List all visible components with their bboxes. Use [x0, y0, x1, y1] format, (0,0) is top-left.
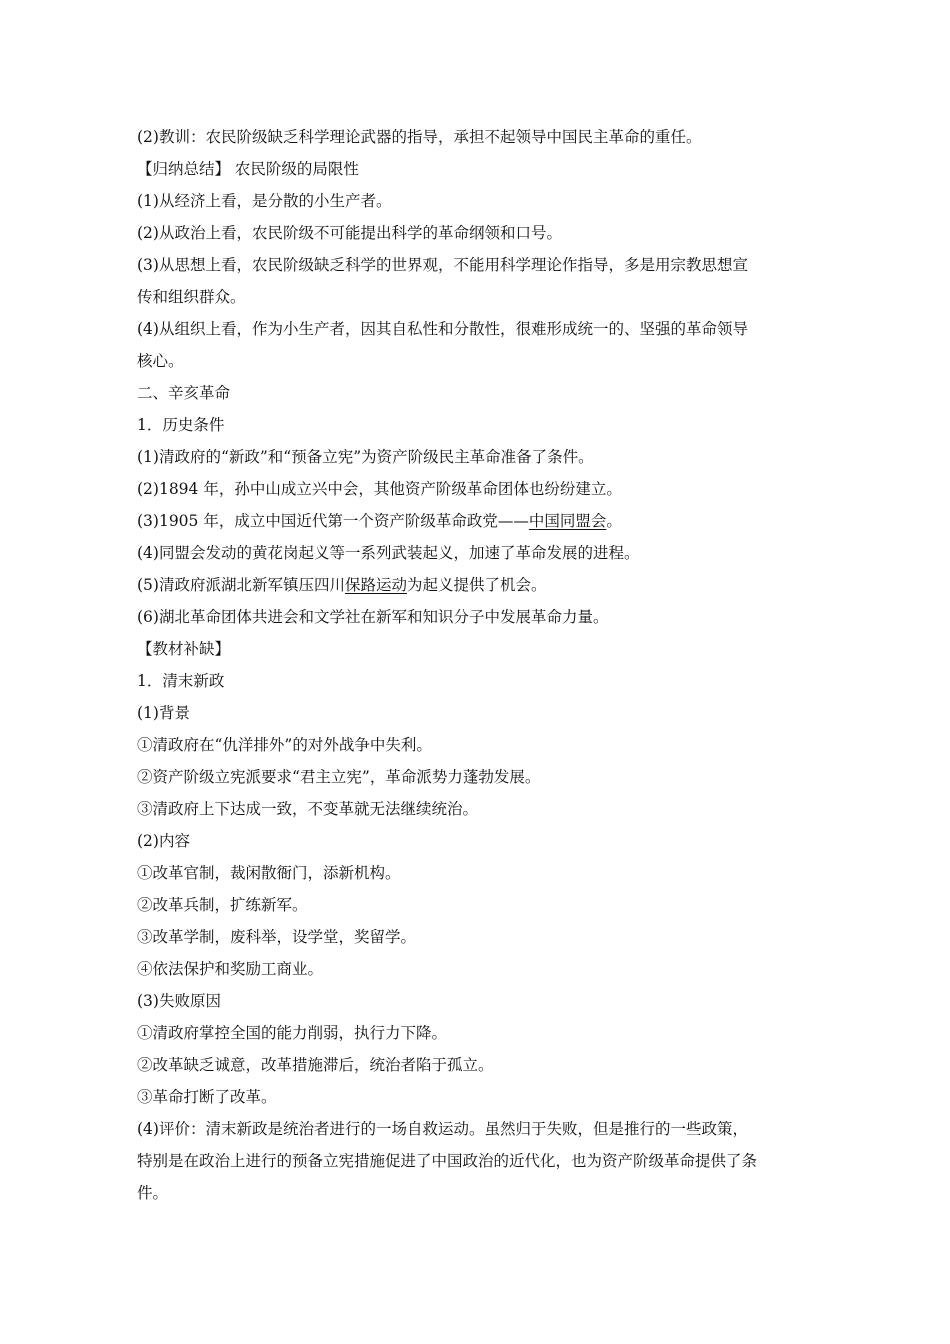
text-line: (4)同盟会发动的黄花岗起义等一系列武装起义，加速了革命发展的进程。: [137, 544, 640, 562]
text-line: (2)教训：农民阶级缺乏科学理论武器的指导，承担不起领导中国民主革命的重任。: [137, 128, 702, 146]
text-line: (4)从组织上看，作为小生产者，因其自私性和分散性，很难形成统一的、坚强的革命领导: [137, 320, 748, 338]
text-line: ①改革官制，裁闲散衙门，添新机构。: [137, 864, 401, 882]
section-heading: 【教材补缺】: [137, 640, 231, 658]
text-line: (3)从思想上看，农民阶级缺乏科学的世界观，不能用科学理论作指导，多是用宗教思想宣: [137, 256, 748, 274]
text-line: (1)背景: [137, 704, 190, 722]
text-line: (1)清政府的“新政”和“预备立宪”为资产阶级民主革命准备了条件。: [137, 448, 594, 466]
text-line: 传和组织群众。: [137, 288, 246, 306]
text-line: ②资产阶级立宪派要求“君主立宪”，革命派势力蓬勃发展。: [137, 768, 541, 786]
subsection-heading: 1．历史条件: [137, 416, 225, 434]
text-line: 件。: [137, 1184, 169, 1202]
text-line: [137, 511, 817, 531]
text-line: ③清政府上下达成一致，不变革就无法继续统治。: [137, 800, 479, 818]
text-line: ③改革学制，废科举，设学堂，奖留学。: [137, 928, 417, 946]
text-line: 特别是在政治上进行的预备立宪措施促进了中国政治的近代化，也为资产阶级革命提供了条: [137, 1152, 758, 1170]
underlined-term: 中国同盟会: [528, 512, 607, 530]
text-line: (2)1894 年，孙中山成立兴中会，其他资产阶级革命团体也纷纷建立。: [137, 480, 622, 498]
text-line: ①清政府掌控全国的能力削弱，执行力下降。: [137, 1024, 448, 1042]
text-line: ①清政府在“仇洋排外”的对外战争中失利。: [137, 736, 432, 754]
text-segment: 。: [606, 512, 622, 530]
subsection-heading: 1．清末新政: [137, 672, 225, 690]
underlined-term: 保路运动: [344, 576, 407, 594]
text-segment: 为起义提供了机会。: [406, 576, 547, 594]
text-line: ③革命打断了改革。: [137, 1088, 277, 1106]
text-line: (3)失败原因: [137, 992, 221, 1010]
text-line: 核心。: [137, 352, 184, 370]
text-line: [137, 575, 817, 595]
text-line: (2)从政治上看，农民阶级不可能提出科学的革命纲领和口号。: [137, 224, 562, 242]
text-line: ②改革缺乏诚意，改革措施滞后，统治者陷于孤立。: [137, 1056, 494, 1074]
section-heading: 【归纳总结】 农民阶级的局限性: [137, 160, 359, 178]
text-line: (6)湖北革命团体共进会和文学社在新军和知识分子中发展革命力量。: [137, 608, 609, 626]
text-segment: (5)清政府派湖北新军镇压四川: [137, 576, 345, 594]
text-line: ②改革兵制，扩练新军。: [137, 896, 308, 914]
text-segment: (3)1905 年，成立中国近代第一个资产阶级革命政党——: [137, 512, 529, 530]
text-line: ④依法保护和奖励工商业。: [137, 960, 324, 978]
text-line: (1)从经济上看，是分散的小生产者。: [137, 192, 392, 210]
text-line: (4)评价：清末新政是统治者进行的一场自救运动。虽然归于失败，但是推行的一些政策，: [137, 1120, 748, 1138]
section-heading: 二、辛亥革命: [137, 384, 231, 402]
text-line: (2)内容: [137, 832, 190, 850]
